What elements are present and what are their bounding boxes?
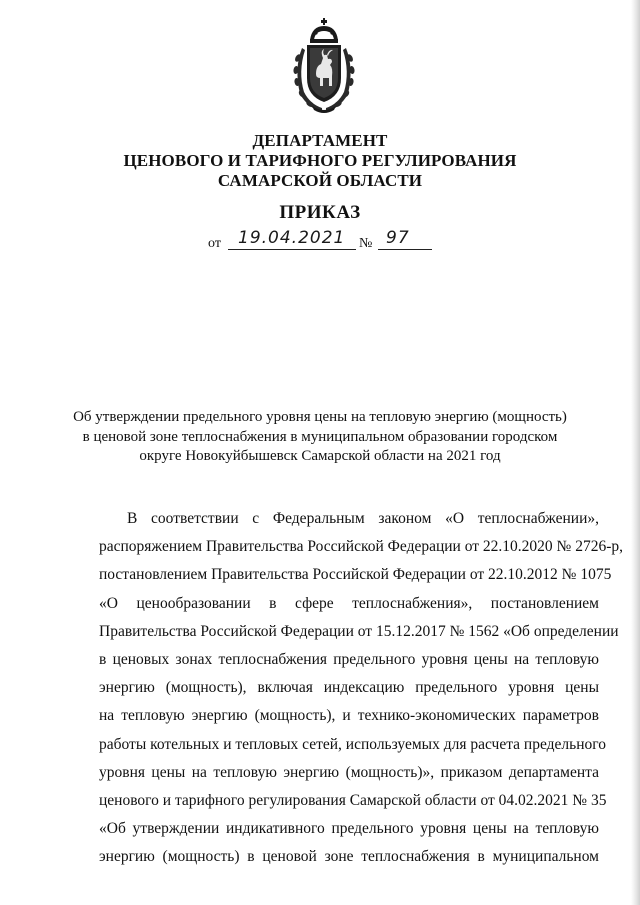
body-line: В соответствии с Федеральным законом «О теплоснабжении»,: [127, 510, 599, 527]
body-line: Правительства Российской Федерации от 15.12.2017 № 1562 «Об определении: [99, 622, 619, 640]
body-line: «О ценообразовании в сфере теплоснабжения», постановлением: [99, 594, 599, 612]
number-underline: [378, 249, 432, 250]
department-header: [0, 131, 640, 191]
order-date-number-line: [208, 228, 448, 252]
body-line: «Об утверждении индикативного предельного уровня цены на тепловую: [99, 820, 599, 838]
coat-of-arms-emblem: [288, 18, 360, 116]
body-line: энергию (мощность) в ценовой зоне теплоснабжения в муниципальном: [99, 848, 599, 866]
number-label: №: [359, 236, 373, 251]
handwritten-number: 97: [386, 228, 410, 248]
body-line: на тепловую энергию (мощность), и технико-экономических параметров: [99, 707, 599, 725]
order-title: ПРИКАЗ: [279, 202, 361, 223]
subject-line: округе Новокуйбышевск Самарской области на 2021 год: [139, 448, 501, 464]
subject-line: в ценовой зоне теплоснабжения в муниципальном образовании городском: [82, 428, 558, 445]
order-body: [99, 505, 623, 871]
header-line-3: САМАРСКОЙ ОБЛАСТИ: [217, 171, 423, 190]
date-underline: [228, 249, 356, 250]
subject-line: Об утверждении предельного уровня цены на тепловую энергию (мощность): [73, 409, 567, 425]
body-line: уровня цены на тепловую энергию (мощность)», приказом департамента: [99, 763, 599, 781]
header-line-2: ЦЕНОВОГО И ТАРИФНОГО РЕГУЛИРОВАНИЯ: [123, 151, 517, 170]
handwritten-date: 19.04.2021: [238, 228, 346, 248]
page-edge-shadow: [631, 0, 640, 905]
body-line: работы котельных и тепловых сетей, используемых для расчета предельного: [99, 735, 606, 753]
body-line: распоряжением Правительства Российской Федерации от 22.10.2020 № 2726-р,: [99, 538, 623, 556]
header-line-1: ДЕПАРТАМЕНТ: [252, 131, 388, 150]
body-line: ценового и тарифного регулирования Самарской области от 04.02.2021 № 35: [99, 791, 607, 809]
body-line: энергию (мощность), включая индексацию предельного уровня цены: [99, 679, 599, 697]
order-subject: [0, 408, 640, 467]
from-label: от: [208, 236, 221, 251]
body-line: постановлением Правительства Российской Федерации от 22.10.2012 № 1075: [99, 566, 612, 584]
body-line: в ценовых зонах теплоснабжения предельного уровня цены на тепловую: [99, 650, 599, 668]
